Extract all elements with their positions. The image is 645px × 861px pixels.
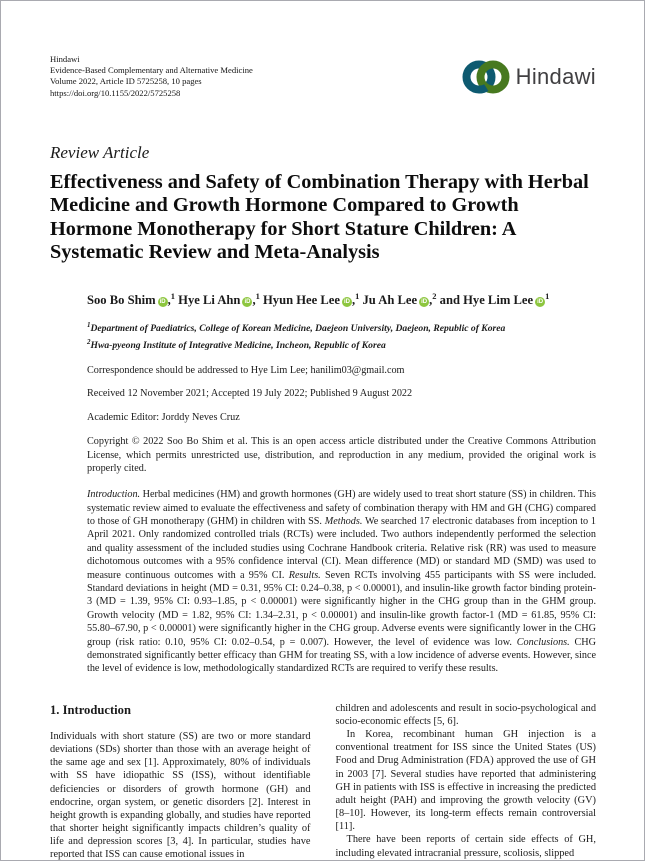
author-affil-sup: 1 bbox=[170, 290, 175, 301]
journal-name: Evidence-Based Complementary and Alternative Medicine bbox=[50, 65, 253, 76]
correspondence-line bbox=[87, 365, 596, 376]
author-separator: , bbox=[252, 293, 256, 307]
article-meta-block bbox=[87, 291, 596, 676]
author-affil-sup: 1 bbox=[545, 290, 550, 301]
author-separator: , bbox=[167, 293, 171, 307]
author-separator: , bbox=[351, 293, 356, 307]
affiliations bbox=[87, 319, 596, 352]
publisher-name: Hindawi bbox=[50, 54, 80, 64]
abstract-section-label: Conclusions. bbox=[516, 636, 570, 648]
article-type-label: Review Article bbox=[50, 142, 150, 162]
doi-link[interactable]: https://doi.org/10.1155/2022/5725258 bbox=[50, 87, 181, 98]
left-column bbox=[50, 702, 311, 861]
abstract-section-text: Herbal medicines (HM) and growth hormones (GH) are widely used to treat short stature (SS) in children. This systematic review aimed to evaluate the effectiveness and safety of combination therapy with HM and GH (CHG) compared to those of GH monotherapy (GHM) in children with SS. bbox=[87, 489, 596, 527]
correspondence-email-link[interactable]: hanilim03@gmail.com bbox=[310, 364, 405, 376]
author-line bbox=[87, 291, 596, 308]
copyright-notice: Copyright © 2022 Soo Bo Shim et al. This is an open access article distributed under the Creative Commons Attribution License, which permits unrestricted use, distribution, and reproduction in any medium, provided the original work is properly cited. bbox=[87, 436, 596, 475]
abstract-section-label: Introduction. bbox=[87, 489, 141, 501]
orcid-icon[interactable]: iD bbox=[537, 299, 544, 305]
author-name: Soo Bo Shim bbox=[87, 293, 156, 307]
author-separator: , bbox=[429, 293, 433, 307]
author-name: Hye Li Ahn bbox=[175, 293, 241, 307]
affiliation-sup: 2 bbox=[87, 337, 91, 346]
affiliation-text: Hwa-pyeong Institute of Integrative Medicine, Incheon, Republic of Korea bbox=[90, 339, 386, 351]
body-paragraph: There have been reports of certain side effects of GH, including elevated intracranial pressure, scoliosis, slipped bbox=[335, 834, 596, 859]
orcid-icon[interactable]: iD bbox=[159, 299, 166, 305]
correspondence-text: Correspondence should be addressed to Hye Lim Lee; bbox=[87, 364, 311, 376]
body-paragraph: children and adolescents and result in socio-psychological and socio-economic effects [5, 6]. bbox=[335, 702, 596, 727]
abstract-section-text: We searched 17 electronic databases from inception to 1 April 2021. Only randomized controlled trials (RCTs) were included. Two authors independently performed the selection and quality assessment of the included studies using Cochrane Handbook criteria. Relative risk (RR) was used to measure dichotomous outcomes with a 95% confidence interval (CI). Mean difference (MD) or standard MD (SMD) was used to measure continuous outcomes with a 95% CI. bbox=[87, 515, 596, 581]
hindawi-logo-text: Hindawi bbox=[515, 64, 596, 89]
author-affil-sup: 1 bbox=[255, 290, 260, 301]
orcid-icon[interactable]: iD bbox=[244, 299, 251, 305]
editor-line: Academic Editor: Jorddy Neves Cruz bbox=[87, 411, 240, 423]
affiliation-text: Department of Paediatrics, College of Korean Medicine, Daejeon University, Daejeon, Republic of Korea bbox=[90, 323, 506, 335]
volume-line: Volume 2022, Article ID 5725258, 10 pages bbox=[50, 76, 202, 87]
section-heading-introduction: 1. Introduction bbox=[50, 702, 131, 717]
abstract-section-label: Methods. bbox=[324, 515, 363, 527]
publisher-block bbox=[50, 54, 253, 99]
abstract-section-text: CHG demonstrated significantly better efficacy than GHM for treating SS, with a low incidence of adverse events. However, since the level of evidence is low, methodologically standardized RCTs are required to verify these results. bbox=[87, 636, 596, 675]
abstract-section-label: Results. bbox=[288, 569, 321, 581]
hindawi-logo bbox=[461, 56, 596, 98]
orcid-icon[interactable]: iD bbox=[343, 299, 350, 305]
abstract bbox=[87, 488, 596, 676]
body-columns bbox=[50, 702, 596, 861]
affiliation-item bbox=[87, 336, 596, 353]
abstract-section-text: Seven RCTs involving 455 participants with SS were included. Standard deviations in height (MD = 0.31, 95% CI: 0.24–0.38, p < 0.00001), and insulin-like growth factor binding protein-3 (MD = 1.39, 95% CI: 0.93–1.85, p < 0.00001) were significantly higher in the CHG group than in the GHM group. Growth velocity (MD = 1.82, 95% CI: 1.34–2.31, p < 0.00001) and insulin-like growth factor-1 (MD = 61.85, 95% CI: 55.80–67.90, p < 0.00001) were significantly higher in the CHG group. Adverse events were significantly lower in the CHG group (risk ratio: 0.10, 95% CI: 0.02–0.54, p = 0.007). However, the level of evidence was low. bbox=[87, 569, 596, 648]
history-line: Received 12 November 2021; Accepted 19 July 2022; Published 9 August 2022 bbox=[87, 388, 413, 400]
body-paragraph: Individuals with short stature (SS) are two or more standard deviations (SDs) shorter than those with an average height of the same age and sex [1]. Approximately, 80% of individuals with SS have idiopathic SS (ISS), without identifiable deficiencies or disorders of growth hormone (GH) and endocrine, organ system, or genetic disorders [2]. Interest in height growth is expanding globally, and studies have reported that shorter height significantly impacts children’s quality of life and depression scores [3, 4]. In particular, studies have reported that ISS can cause emotional issues in bbox=[50, 730, 311, 861]
right-column bbox=[336, 702, 597, 861]
body-paragraph: In Korea, recombinant human GH injection is a conventional treatment for ISS since the United States (US) Food and Drug Administration (FDA) approved the use of GH in 2003 [7]. Several studies have reported that administering GH in patients with ISS is effective in increasing the predicted adult height (PAH) and improving the growth velocity (GV) [8–10]. However, its long-term effects remain controversial [11]. bbox=[335, 729, 596, 833]
author-name: Ju Ah Lee bbox=[359, 293, 418, 307]
page-header bbox=[50, 54, 596, 99]
affiliation-item bbox=[87, 319, 596, 336]
author-affil-sup: 2 bbox=[432, 290, 437, 301]
author-name: Hyun Hee Lee bbox=[259, 293, 340, 307]
hindawi-logo-icon bbox=[461, 56, 511, 98]
author-name: and Hye Lim Lee bbox=[436, 293, 534, 307]
orcid-icon[interactable]: iD bbox=[421, 299, 428, 305]
author-affil-sup: 1 bbox=[355, 290, 360, 301]
article-title: Effectiveness and Safety of Combination Therapy with Herbal Medicine and Growth Hormone Compared to Growth Hormone Monotherapy for Short Stature Children: A Systematic Review and Meta-Analysis bbox=[50, 170, 589, 264]
affiliation-sup: 1 bbox=[87, 321, 91, 329]
